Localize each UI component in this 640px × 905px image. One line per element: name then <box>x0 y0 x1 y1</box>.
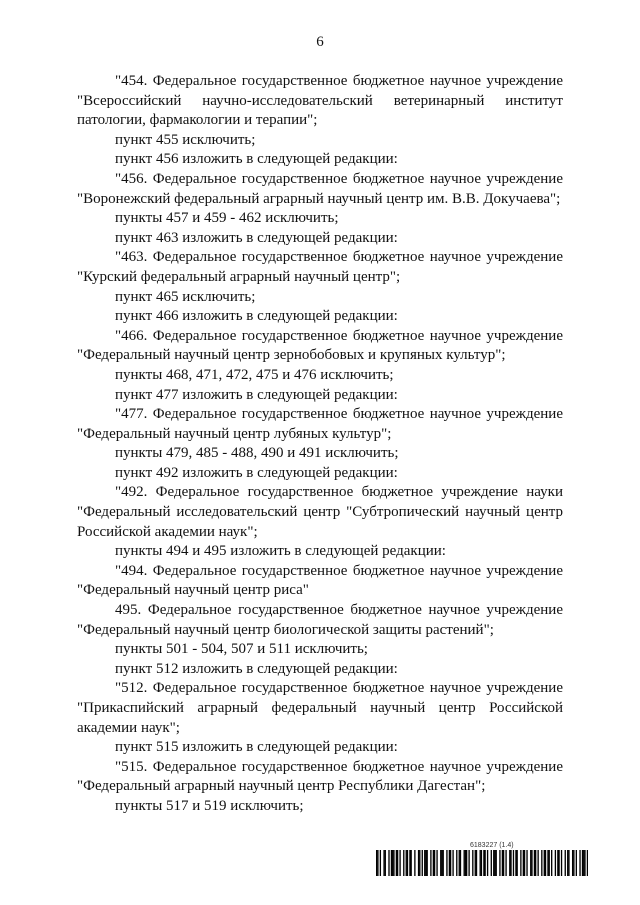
barcode-bar <box>440 850 441 876</box>
text-line: "477. Федеральное государственное бюджетное научное учреждение <box>115 406 563 423</box>
page-number: 6 <box>316 34 324 50</box>
barcode-bar <box>476 850 477 876</box>
text-line: пункт 463 изложить в следующей редакции: <box>115 229 398 246</box>
barcode-bar <box>557 850 558 876</box>
barcode-bar <box>555 850 556 876</box>
barcode-bar <box>515 850 516 876</box>
barcode-bar <box>509 850 510 876</box>
text-line: пункт 455 исключить; <box>115 131 256 148</box>
barcode-bar <box>565 850 566 876</box>
text-line: пункты 479, 485 - 488, 490 и 491 исключить; <box>115 445 399 462</box>
barcode-bar <box>449 850 450 876</box>
barcode-bar <box>494 850 495 876</box>
barcode-bar <box>584 850 585 876</box>
barcode-bar <box>425 850 426 876</box>
barcode-bar <box>433 850 434 876</box>
barcode-bar <box>561 850 562 876</box>
barcode-bar <box>545 850 546 876</box>
text-line: пункты 457 и 459 - 462 исключить; <box>115 210 339 227</box>
barcode-bar <box>419 850 420 876</box>
barcode-number: 6183227 (1.4) <box>470 842 514 849</box>
barcode-bar <box>587 850 588 876</box>
barcode-bar <box>496 850 497 876</box>
document-body <box>77 72 563 817</box>
barcode-bar <box>572 850 573 876</box>
text-line: "494. Федеральное государственное бюджетное научное учреждение <box>115 562 563 579</box>
text-line: "466. Федеральное государственное бюджетное научное учреждение <box>115 327 563 344</box>
barcode-bar <box>549 850 550 876</box>
barcode-bar <box>483 850 484 876</box>
barcode-bar <box>510 850 511 876</box>
barcode-bar <box>427 850 428 876</box>
barcode-bar <box>407 850 408 876</box>
barcode-bar <box>388 850 389 876</box>
barcode-bar <box>524 850 525 876</box>
barcode-bar <box>523 850 524 876</box>
barcode-bar <box>582 850 583 876</box>
barcode-bar <box>499 850 500 876</box>
text-line: пункты 468, 471, 472, 475 и 476 исключить; <box>115 366 394 383</box>
text-line: "Прикаспийский аграрный федеральный научный центр Российской <box>77 700 563 716</box>
barcode-bar <box>464 850 465 876</box>
barcode-bar <box>579 850 580 876</box>
barcode-bar <box>535 850 536 876</box>
barcode-bar <box>475 850 476 876</box>
barcode-bar <box>450 850 451 876</box>
barcode-bar <box>534 850 535 876</box>
text-line: пункт 492 изложить в следующей редакции: <box>115 464 398 481</box>
barcode-bar <box>397 850 398 876</box>
barcode-bar <box>393 850 394 876</box>
barcode-bar <box>541 850 542 876</box>
text-line: "512. Федеральное государственное бюджетное научное учреждение <box>115 680 563 697</box>
barcode-bar <box>396 850 397 876</box>
barcode-bar <box>430 850 431 876</box>
text-line: пункт 477 изложить в следующей редакции: <box>115 386 398 403</box>
barcode-bar <box>452 850 453 876</box>
text-line: "Федеральный научный центр биологической защиты растений"; <box>77 621 494 638</box>
barcode-bar <box>443 850 444 876</box>
text-line: пункты 517 и 519 исключить; <box>115 797 304 814</box>
barcode-bar <box>480 850 481 876</box>
barcode-bar <box>491 850 492 876</box>
text-line: пункты 501 - 504, 507 и 511 исключить; <box>115 641 368 658</box>
barcode-bar <box>392 850 393 876</box>
barcode-bar <box>385 850 386 876</box>
text-line: пункт 465 исключить; <box>115 288 256 305</box>
barcode-bar <box>383 850 384 876</box>
text-line: "463. Федеральное государственное бюджетное научное учреждение <box>115 249 563 266</box>
barcode-bar <box>406 850 407 876</box>
text-line: пункт 466 изложить в следующей редакции: <box>115 308 398 325</box>
barcode-bar <box>530 850 531 876</box>
barcode-bar <box>484 850 485 876</box>
text-line: "492. Федеральное государственное бюджетное учреждение науки <box>115 484 563 501</box>
barcode-bar <box>376 850 377 876</box>
barcode-bar <box>558 850 559 876</box>
text-line: "515. Федеральное государственное бюджетное научное учреждение <box>115 758 563 775</box>
barcode-bar <box>414 850 415 876</box>
barcode-bar <box>547 850 548 876</box>
barcode-bar <box>380 850 381 876</box>
barcode-bar <box>531 850 532 876</box>
text-line: "454. Федеральное государственное бюджетное научное учреждение <box>115 73 563 89</box>
barcode-bar <box>468 850 469 876</box>
barcode-bar <box>544 850 545 876</box>
barcode-bar <box>422 850 423 876</box>
text-line: пункт 515 изложить в следующей редакции: <box>115 739 398 756</box>
barcode-bar <box>409 850 410 876</box>
barcode-bar <box>403 850 404 876</box>
barcode-graphic <box>376 850 588 876</box>
barcode-bar <box>537 850 538 876</box>
barcode-bar <box>399 850 400 876</box>
text-line: патологии, фармакологии и терапии"; <box>77 112 318 129</box>
barcode-bar <box>465 850 466 876</box>
barcode-bar <box>502 850 503 876</box>
text-line: пункт 512 изложить в следующей редакции: <box>115 660 398 677</box>
barcode-bar <box>520 850 521 876</box>
text-line: "Федеральный научный центр зернобобовых и крупяных культур"; <box>77 347 506 364</box>
barcode-bar <box>391 850 392 876</box>
text-line: 495. Федеральное государственное бюджетное научное учреждение <box>115 602 563 619</box>
barcode-bar <box>459 850 460 876</box>
barcode-bar <box>487 850 488 876</box>
text-line: "456. Федеральное государственное бюджетное научное учреждение <box>115 170 563 187</box>
barcode-bar <box>583 850 584 876</box>
barcode-bar <box>377 850 378 876</box>
barcode-bar <box>436 850 437 876</box>
barcode-bar <box>424 850 425 876</box>
barcode-bar <box>466 850 467 876</box>
barcode-bar <box>493 850 494 876</box>
barcode-bar <box>505 850 506 876</box>
barcode-bar <box>456 850 457 876</box>
text-line: "Федеральный научный центр риса" <box>77 582 309 599</box>
text-line: "Федеральный научный центр лубяных культур"; <box>77 425 392 442</box>
barcode-bar <box>567 850 568 876</box>
barcode-bar <box>418 850 419 876</box>
barcode-bar <box>568 850 569 876</box>
barcode-bar <box>472 850 473 876</box>
barcode-bar <box>411 850 412 876</box>
text-line: "Воронежский федеральный аграрный научный центр им. В.В. Докучаева"; <box>77 190 561 207</box>
barcode-bar <box>551 850 552 876</box>
barcode-bar <box>481 850 482 876</box>
barcode-bar <box>576 850 577 876</box>
text-line: академии наук"; <box>77 719 180 736</box>
barcode-bar <box>526 850 527 876</box>
barcode-bar <box>446 850 447 876</box>
text-line: пункты 494 и 495 изложить в следующей редакции: <box>115 543 446 560</box>
barcode-bar <box>460 850 461 876</box>
barcode-bar <box>517 850 518 876</box>
barcode-bar <box>434 850 435 876</box>
barcode-bar <box>513 850 514 876</box>
barcode-bar <box>503 850 504 876</box>
barcode-bar <box>441 850 442 876</box>
text-line: Российской академии наук"; <box>77 523 258 540</box>
text-line: "Федеральный аграрный научный центр Республики Дагестан"; <box>77 778 486 795</box>
text-line: "Федеральный исследовательский центр "Субтропический научный центр <box>77 504 563 521</box>
text-line: "Всероссийский научно-исследовательский ветеринарный институт <box>77 92 563 109</box>
barcode-bar <box>573 850 574 876</box>
text-line: "Курский федеральный аграрный научный центр"; <box>77 268 401 285</box>
text-line: пункт 456 изложить в следующей редакции: <box>115 151 398 168</box>
